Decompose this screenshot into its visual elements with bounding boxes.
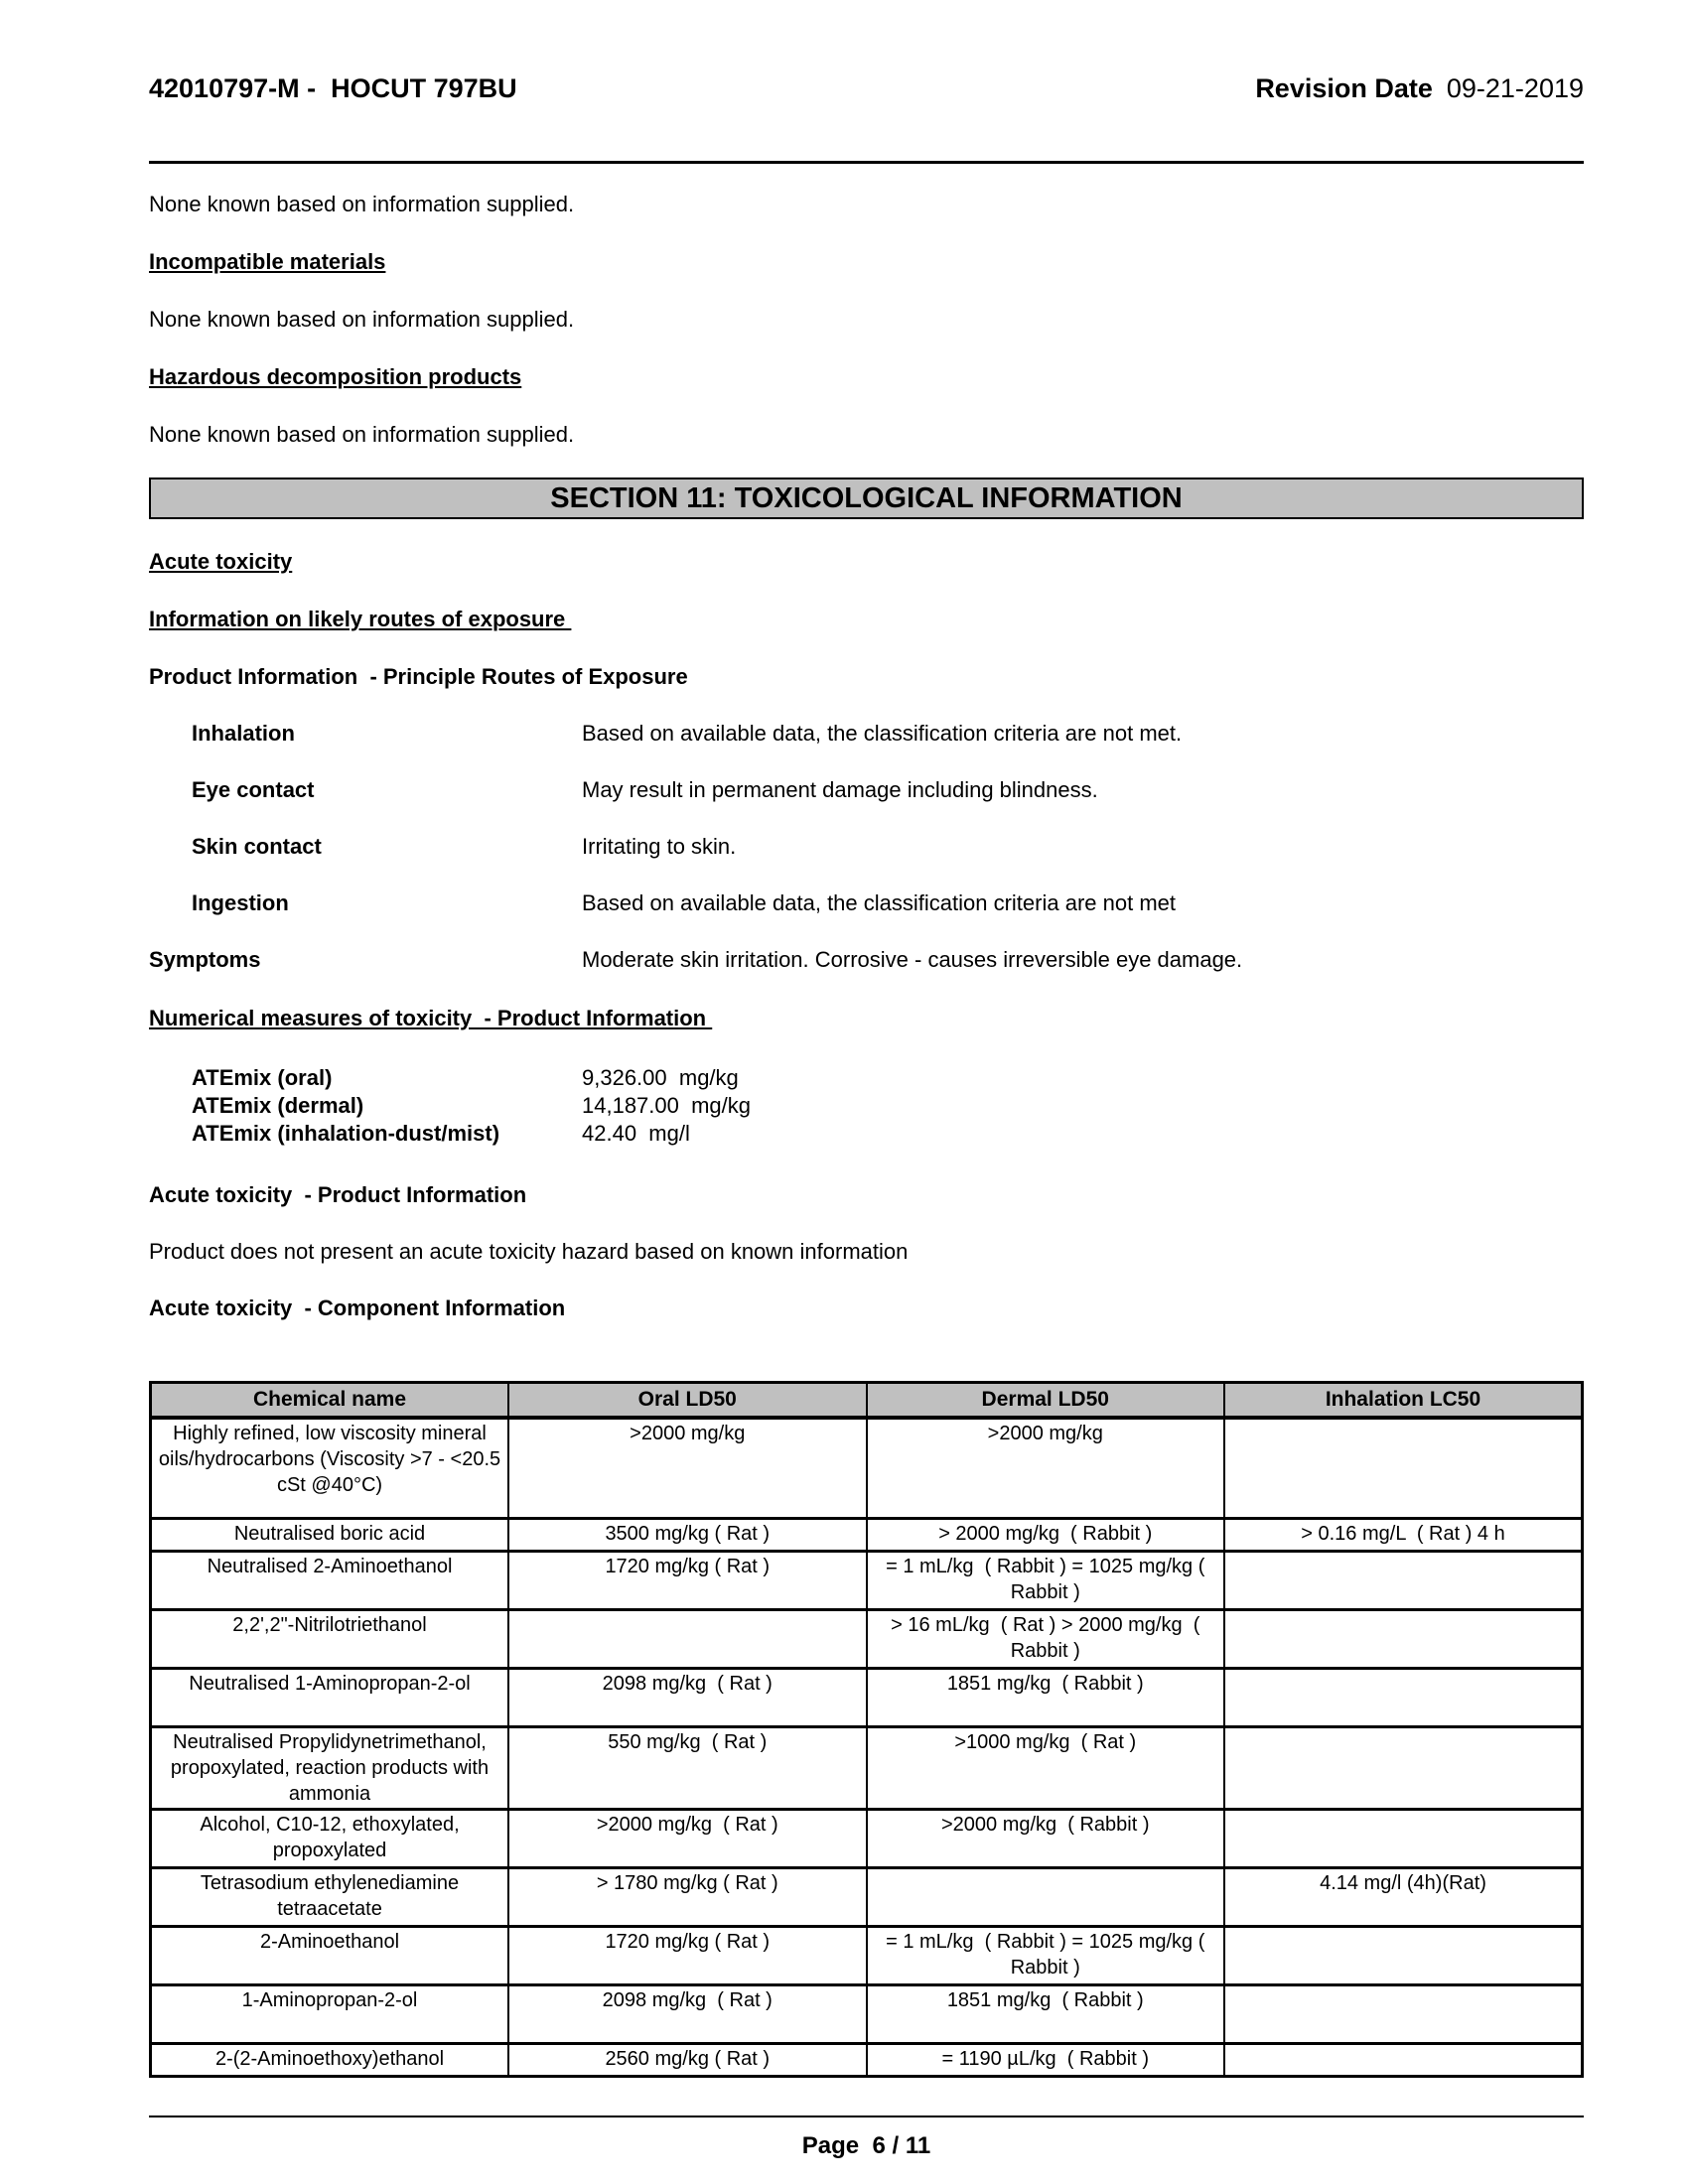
cell-oral: 2098 mg/kg ( Rat ) bbox=[508, 1985, 867, 2044]
cell-dermal: >2000 mg/kg ( Rabbit ) bbox=[867, 1810, 1225, 1868]
atemix-inhalation-row bbox=[149, 1121, 1584, 1147]
cell-oral: 1720 mg/kg ( Rat ) bbox=[508, 1927, 867, 1985]
table-row bbox=[151, 1927, 1583, 1985]
cell-oral: 3500 mg/kg ( Rat ) bbox=[508, 1519, 867, 1552]
cell-inhalation bbox=[1224, 1418, 1583, 1519]
document-title: 42010797-M - HOCUT 797BU bbox=[149, 73, 517, 103]
cell-oral: 2560 mg/kg ( Rat ) bbox=[508, 2044, 867, 2077]
table-row bbox=[151, 1810, 1583, 1868]
cell-chemical: Neutralised Propylidynetrimethanol, propoxylated, reaction products with ammonia bbox=[151, 1727, 509, 1810]
cell-dermal bbox=[867, 1868, 1225, 1927]
cell-inhalation bbox=[1224, 1727, 1583, 1810]
cell-inhalation bbox=[1224, 1552, 1583, 1610]
acute-toxicity-product-text: Product does not present an acute toxicity hazard based on known information bbox=[149, 1239, 909, 1264]
revision-date-value: 09-21-2019 bbox=[1446, 73, 1584, 103]
revision-date bbox=[1255, 71, 1584, 105]
cell-inhalation bbox=[1224, 1610, 1583, 1669]
column-header-inhalation-lc50: Inhalation LC50 bbox=[1224, 1383, 1583, 1419]
table-row bbox=[151, 1727, 1583, 1810]
cell-chemical: 2,2',2"-Nitrilotriethanol bbox=[151, 1610, 509, 1669]
cell-oral: 550 mg/kg ( Rat ) bbox=[508, 1727, 867, 1810]
cell-inhalation bbox=[1224, 1985, 1583, 2044]
cell-oral: >2000 mg/kg ( Rat ) bbox=[508, 1810, 867, 1868]
section-11-banner: SECTION 11: TOXICOLOGICAL INFORMATION bbox=[149, 478, 1584, 519]
column-header-chemical-name: Chemical name bbox=[151, 1383, 509, 1419]
atemix-label: ATEmix (oral) bbox=[192, 1065, 333, 1090]
cell-chemical: 1-Aminopropan-2-ol bbox=[151, 1985, 509, 2044]
cell-oral: 1720 mg/kg ( Rat ) bbox=[508, 1552, 867, 1610]
acute-toxicity-heading: Acute toxicity bbox=[149, 549, 293, 574]
table-row bbox=[151, 1868, 1583, 1927]
cell-dermal: 1851 mg/kg ( Rabbit ) bbox=[867, 1669, 1225, 1727]
route-label: Ingestion bbox=[192, 890, 289, 915]
cell-oral: >2000 mg/kg bbox=[508, 1418, 867, 1519]
cell-chemical: Highly refined, low viscosity mineral oils/hydrocarbons (Viscosity >7 - <20.5 cSt @40°C) bbox=[151, 1418, 509, 1519]
route-value: May result in permanent damage including blindness. bbox=[582, 777, 1098, 802]
hazardous-decomposition-heading: Hazardous decomposition products bbox=[149, 364, 522, 389]
table-row bbox=[151, 1418, 1583, 1519]
atemix-value: 42.40 mg/l bbox=[582, 1121, 690, 1146]
cell-dermal: >2000 mg/kg bbox=[867, 1418, 1225, 1519]
cell-chemical: Alcohol, C10-12, ethoxylated, propoxylated bbox=[151, 1810, 509, 1868]
cell-dermal: = 1190 µL/kg ( Rabbit ) bbox=[867, 2044, 1225, 2077]
cell-oral: 2098 mg/kg ( Rat ) bbox=[508, 1669, 867, 1727]
route-value: Based on available data, the classification criteria are not met bbox=[582, 890, 1176, 915]
table-row bbox=[151, 2044, 1583, 2077]
table-row bbox=[151, 1669, 1583, 1727]
cell-inhalation bbox=[1224, 1810, 1583, 1868]
route-row-ingestion bbox=[149, 890, 1584, 916]
route-row-eye-contact bbox=[149, 777, 1584, 803]
cell-chemical: Neutralised boric acid bbox=[151, 1519, 509, 1552]
cell-dermal: = 1 mL/kg ( Rabbit ) = 1025 mg/kg ( Rabbit ) bbox=[867, 1927, 1225, 1985]
cell-dermal: = 1 mL/kg ( Rabbit ) = 1025 mg/kg ( Rabbit ) bbox=[867, 1552, 1225, 1610]
route-value: Irritating to skin. bbox=[582, 834, 737, 859]
cell-dermal: > 2000 mg/kg ( Rabbit ) bbox=[867, 1519, 1225, 1552]
routes-of-exposure-heading: Information on likely routes of exposure bbox=[149, 607, 572, 631]
atemix-value: 14,187.00 mg/kg bbox=[582, 1093, 752, 1118]
cell-chemical: Tetrasodium ethylenediamine tetraacetate bbox=[151, 1868, 509, 1927]
header-divider bbox=[149, 161, 1584, 164]
incompatible-materials-heading: Incompatible materials bbox=[149, 249, 386, 274]
route-row-skin-contact bbox=[149, 834, 1584, 860]
table-row bbox=[151, 1610, 1583, 1669]
table-row bbox=[151, 1985, 1583, 2044]
atemix-label: ATEmix (inhalation-dust/mist) bbox=[192, 1121, 500, 1146]
column-header-oral-ld50: Oral LD50 bbox=[508, 1383, 867, 1419]
cell-dermal: 1851 mg/kg ( Rabbit ) bbox=[867, 1985, 1225, 2044]
atemix-value: 9,326.00 mg/kg bbox=[582, 1065, 739, 1090]
atemix-dermal-row bbox=[149, 1093, 1584, 1119]
cell-dermal: >1000 mg/kg ( Rat ) bbox=[867, 1727, 1225, 1810]
symptoms-label: Symptoms bbox=[149, 947, 261, 972]
route-label: Skin contact bbox=[192, 834, 322, 859]
product-information-heading: Product Information - Principle Routes of Exposure bbox=[149, 664, 688, 689]
page-content bbox=[149, 0, 1584, 2161]
none-known-paragraph-1: None known based on information supplied. bbox=[149, 192, 575, 216]
atemix-oral-row bbox=[149, 1065, 1584, 1091]
symptoms-row bbox=[149, 947, 1584, 973]
route-label: Eye contact bbox=[192, 777, 315, 802]
cell-dermal: > 16 mL/kg ( Rat ) > 2000 mg/kg ( Rabbit ) bbox=[867, 1610, 1225, 1669]
none-known-paragraph-3: None known based on information supplied. bbox=[149, 422, 575, 447]
cell-chemical: 2-Aminoethanol bbox=[151, 1927, 509, 1985]
cell-oral: > 1780 mg/kg ( Rat ) bbox=[508, 1868, 867, 1927]
cell-inhalation bbox=[1224, 1669, 1583, 1727]
cell-inhalation: 4.14 mg/l (4h)(Rat) bbox=[1224, 1868, 1583, 1927]
acute-toxicity-product-heading: Acute toxicity - Product Information bbox=[149, 1182, 527, 1207]
footer-divider bbox=[149, 2116, 1584, 2117]
cell-inhalation bbox=[1224, 2044, 1583, 2077]
table-row bbox=[151, 1552, 1583, 1610]
atemix-label: ATEmix (dermal) bbox=[192, 1093, 364, 1118]
column-header-dermal-ld50: Dermal LD50 bbox=[867, 1383, 1225, 1419]
route-row-inhalation bbox=[149, 721, 1584, 747]
document-header bbox=[149, 0, 1584, 105]
component-toxicity-table bbox=[149, 1381, 1584, 2078]
numerical-measures-heading: Numerical measures of toxicity - Product Information bbox=[149, 1006, 713, 1030]
cell-inhalation: > 0.16 mg/L ( Rat ) 4 h bbox=[1224, 1519, 1583, 1552]
page-number: Page 6 / 11 bbox=[801, 2132, 931, 2159]
acute-toxicity-component-heading: Acute toxicity - Component Information bbox=[149, 1296, 566, 1320]
revision-date-label: Revision Date bbox=[1255, 73, 1433, 103]
cell-inhalation bbox=[1224, 1927, 1583, 1985]
cell-chemical: Neutralised 1-Aminopropan-2-ol bbox=[151, 1669, 509, 1727]
none-known-paragraph-2: None known based on information supplied. bbox=[149, 307, 575, 332]
cell-oral bbox=[508, 1610, 867, 1669]
cell-chemical: Neutralised 2-Aminoethanol bbox=[151, 1552, 509, 1610]
symptoms-value: Moderate skin irritation. Corrosive - causes irreversible eye damage. bbox=[582, 947, 1243, 972]
route-value: Based on available data, the classification criteria are not met. bbox=[582, 721, 1183, 746]
table-header-row bbox=[151, 1383, 1583, 1419]
cell-chemical: 2-(2-Aminoethoxy)ethanol bbox=[151, 2044, 509, 2077]
route-label: Inhalation bbox=[192, 721, 295, 746]
table-row bbox=[151, 1519, 1583, 1552]
